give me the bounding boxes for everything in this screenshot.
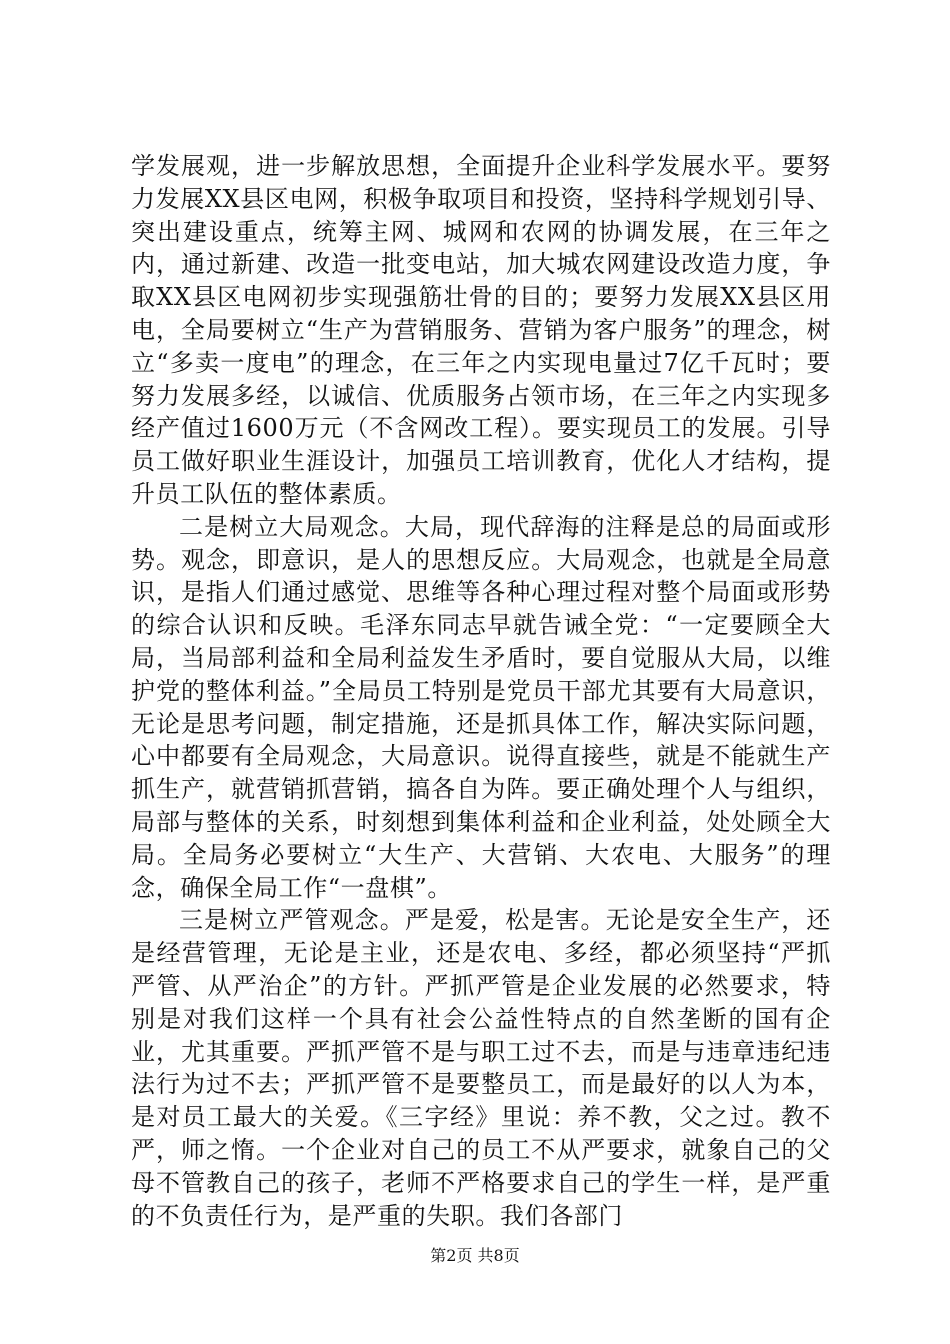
page-footer: 第2页 共8页 [430,1246,520,1265]
paragraph-overall-view: 二是树立大局观念。大局，现代辞海的注释是总的局面或形势。观念，即意识，是人的思想反应。大局观念，也就是全局意识，是指人们通过感觉、思维等各种心理过程对整个局面或形势的综合认识和反映。毛泽东同志早就告诫全党：“一定要顾全大局，当局部利益和全局利益发生矛盾时，要自觉服从大局，以维护党的整体利益。”全局员工特别是党员干部尤其要有大局意识，无论是思考问题，制定措施，还是抓具体工作，解决实际问题，心中都要有全局观念，大局意识。说得直接些，就是不能就生产抓生产，就营销抓营销，搞各自为阵。要正确处理个人与组织，局部与整体的关系，时刻想到集体利益和企业利益，处处顾全大局。全局务必要树立“大生产、大营销、大农电、大服务”的理念，确保全局工作“一盘棋”。 [131,512,831,902]
paragraph-continuation: 学发展观，进一步解放思想，全面提升企业科学发展水平。要努力发展XX县区电网，积极争取项目和投资，坚持科学规划引导、突出建设重点，统筹主网、城网和农网的协调发展，在三年之内，通过新建、改造一批变电站，加大城农网建设改造力度，争取XX县区电网初步实现强筋壮骨的目的；要努力发展XX县区用电，全局要树立“生产为营销服务、营销为客户服务”的理念，树立“多卖一度电”的理念，在三年之内实现电量过7亿千瓦时；要努力发展多经，以诚信、优质服务占领市场，在三年之内实现多经产值过1600万元（不含网改工程）。要实现员工的发展。引导员工做好职业生涯设计，加强员工培训教育，优化人才结构，提升员工队伍的整体素质。 [131,152,831,508]
paragraph-strict-management: 三是树立严管观念。严是爱，松是害。无论是安全生产，还是经营管理，无论是主业，还是农电、多经，都必须坚持“严抓严管、从严治企”的方针。严抓严管是企业发展的必然要求，特别是对我们这样一个具有社会公益性特点的自然垄断的国有企业，尤其重要。严抓严管不是与职工过不去，而是与违章违纪违法行为过不去；严抓严管不是要整员工，而是最好的以人为本，是对员工最大的关爱。《三字经》里说：养不教，父之过。教不严，师之惰。一个企业对自己的员工不从严要求，就象自己的父母不管教自己的孩子，老师不严格要求自己的学生一样，是严重的不负责任行为，是严重的失职。我们各部门 [131,906,831,1230]
document-body [131,150,831,1232]
